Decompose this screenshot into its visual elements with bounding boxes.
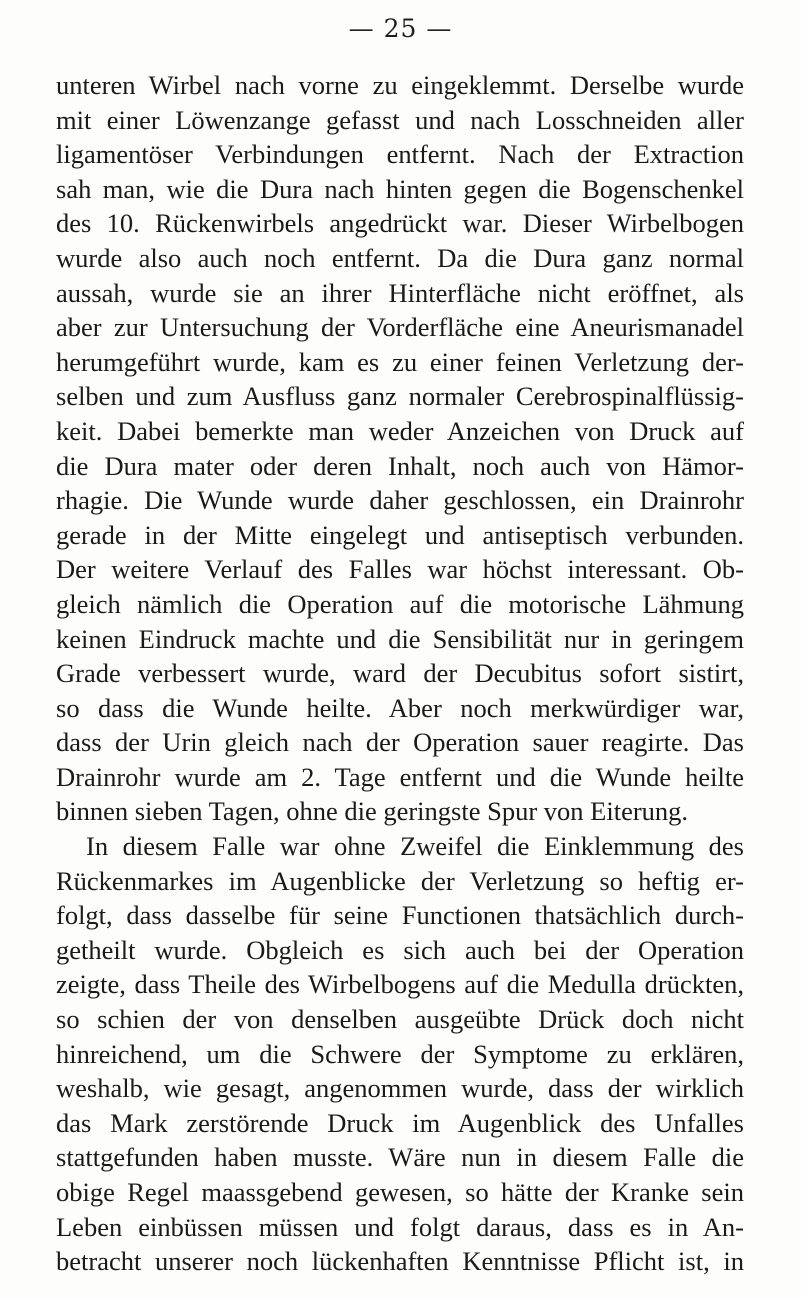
paragraph-2 (56, 829, 744, 1279)
text-line: so schien der von denselben ausgeübte Drück doch nicht (56, 1004, 744, 1035)
body-text (56, 68, 744, 1279)
text-line: keit. Dabei bemerkte man weder Anzeichen von Druck auf (56, 415, 744, 446)
text-line: binnen sieben Tagen, ohne die geringste Spur von Eiterung. (56, 796, 689, 827)
text-line: Grade verbessert wurde, ward der Decubitus sofort sistirt, (56, 658, 744, 689)
text-line: In diesem Falle war ohne Zweifel die Einklemmung des (86, 831, 744, 862)
text-line: herumgeführt wurde, kam es zu einer feinen Verletzung der- (56, 346, 744, 377)
text-line: aussah, wurde sie an ihrer Hinterfläche nicht eröffnet, als (56, 277, 744, 308)
text-line: gleich nämlich die Operation auf die motorische Lähmung (56, 588, 744, 619)
text-line: folgt, dass dasselbe für seine Functionen thatsächlich durch- (56, 900, 744, 931)
text-line: Rückenmarkes im Augenblicke der Verletzung so heftig er- (56, 865, 744, 896)
text-line: Der weitere Verlauf des Falles war höchst interessant. Ob- (56, 554, 744, 585)
text-line: ligamentöser Verbindungen entfernt. Nach der Extraction (56, 139, 744, 170)
text-line: gerade in der Mitte eingelegt und antiseptisch verbunden. (56, 519, 744, 550)
text-line: selben und zum Ausfluss ganz normaler Cerebrospinalflüssig- (56, 381, 744, 412)
text-line: aber zur Untersuchung der Vorderfläche eine Aneurismanadel (56, 312, 744, 343)
text-line: getheilt wurde. Obgleich es sich auch bei der Operation (56, 934, 744, 965)
text-line: mit einer Löwenzange gefasst und nach Losschneiden aller (56, 104, 744, 135)
page-number: — 25 — (348, 14, 453, 43)
text-line: stattgefunden haben musste. Wäre nun in diesem Falle die (56, 1142, 744, 1173)
text-line: wurde also auch noch entfernt. Da die Dura ganz normal (56, 242, 744, 273)
text-line: keinen Eindruck machte und die Sensibilität nur in geringem (56, 623, 744, 654)
text-line: dass der Urin gleich nach der Operation sauer reagirte. Das (56, 727, 744, 758)
text-line: die Dura mater oder deren Inhalt, noch auch von Hämor- (56, 450, 744, 481)
text-line: sah man, wie die Dura nach hinten gegen die Bogenschenkel (56, 173, 744, 204)
text-line: Leben einbüssen müssen und folgt daraus, dass es in An- (56, 1211, 744, 1242)
text-line: des 10. Rückenwirbels angedrückt war. Dieser Wirbelbogen (56, 208, 744, 239)
text-line: so dass die Wunde heilte. Aber noch merkwürdiger war, (56, 692, 744, 723)
text-line: rhagie. Die Wunde wurde daher geschlossen, ein Drainrohr (56, 485, 744, 516)
text-line: das Mark zerstörende Druck im Augenblick des Unfalles (56, 1107, 744, 1138)
text-line: betracht unserer noch lückenhaften Kenntnisse Pflicht ist, in (56, 1246, 744, 1277)
text-line: Drainrohr wurde am 2. Tage entfernt und die Wunde heilte (56, 761, 744, 792)
text-line: hinreichend, um die Schwere der Symptome zu erklären, (56, 1038, 744, 1069)
paragraph-1 (56, 68, 744, 829)
text-line: zeigte, dass Theile des Wirbelbogens auf die Medulla drückten, (56, 969, 744, 1000)
text-line: unteren Wirbel nach vorne zu eingeklemmt. Derselbe wurde (56, 70, 744, 100)
text-line: weshalb, wie gesagt, angenommen wurde, dass der wirklich (56, 1073, 744, 1104)
text-line: obige Regel maassgebend gewesen, so hätte der Kranke sein (56, 1177, 744, 1207)
